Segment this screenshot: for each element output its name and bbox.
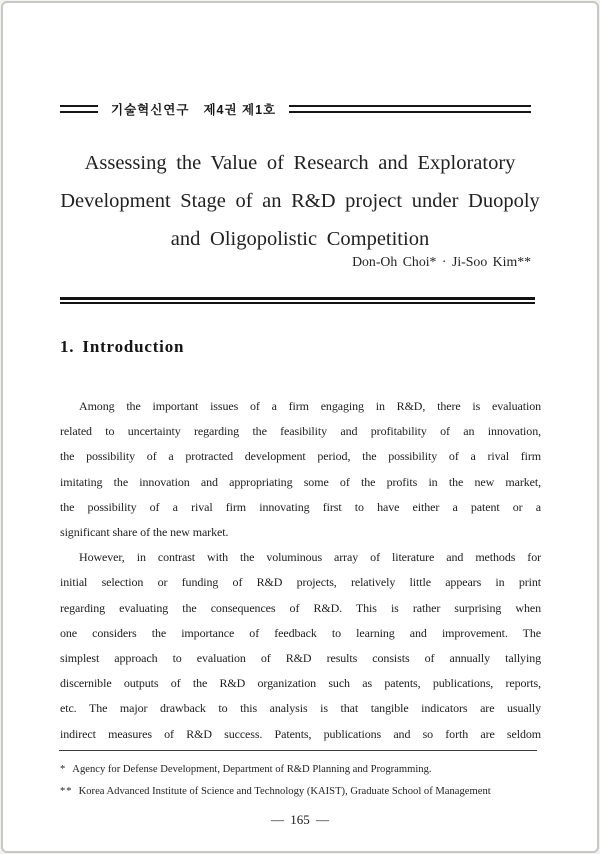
body-text-line: simplest approach to evaluation of R&D results consists of annually tallying <box>60 651 541 666</box>
body-text-line: indirect measures of R&D success. Patents, publications and so forth are seldom <box>60 726 541 741</box>
header-rule-left <box>60 105 98 113</box>
body-text-line: However, in contrast with the voluminous array of literature and methods for <box>79 550 541 565</box>
footnote-item <box>60 781 547 803</box>
article-title <box>31 144 569 258</box>
body-text-line: one considers the importance of feedback to learning and improvement. The <box>60 625 541 640</box>
body-paragraphs <box>60 394 541 747</box>
footnote-marker: ** <box>60 785 73 797</box>
footnote-marker: * <box>60 764 67 775</box>
body-text-line: imitating the innovation and appropriating some of the profits in the new market, <box>60 474 541 489</box>
footnote-text: Korea Advanced Institute of Science and Technology (KAIST), Graduate School of Management <box>78 785 491 797</box>
journal-name: 기술혁신연구 <box>111 103 190 117</box>
body-text-line: regarding evaluating the consequences of R&D. This is rather surprising when <box>60 600 541 615</box>
footnote-item <box>60 759 547 781</box>
journal-header-text <box>111 100 276 118</box>
headmatter-divider-rule <box>60 297 535 304</box>
scanned-paper-page <box>1 1 599 853</box>
article-title-line: and Oligopolistic Competition <box>170 228 430 250</box>
page-number: — 165 — <box>271 812 329 827</box>
body-text-line: initial selection or funding of R&D projects, relatively little appears in print <box>60 575 541 590</box>
article-title-line: Development Stage of an R&D project under Duopoly <box>60 190 540 212</box>
footnote-separator-rule <box>59 750 537 751</box>
section-heading: 1. Introduction <box>60 337 185 356</box>
body-text-line: the possibility of a protracted development period, the possibility of a rival firm <box>60 449 541 464</box>
body-text-line: discernible outputs of the R&D organization such as patents, publications, reports, <box>60 676 541 691</box>
body-text-line: Among the important issues of a firm engaging in R&D, there is evaluation <box>79 399 541 413</box>
body-text-line: significant share of the new market. <box>60 525 229 540</box>
article-title-line: Assessing the Value of Research and Exploratory <box>84 152 516 174</box>
journal-header <box>60 100 531 118</box>
body-text-line: the possibility of a rival firm innovating first to have either a patent or a <box>60 499 541 514</box>
body-text-line: related to uncertainty regarding the feasibility and profitability of an innovation, <box>60 424 541 439</box>
body-text-line: etc. The major drawback to this analysis is that tangible indicators are usually <box>60 701 541 716</box>
footnotes <box>60 759 547 802</box>
footnote-text: Agency for Defense Development, Department of R&D Planning and Programming. <box>72 764 432 775</box>
header-rule-right <box>289 105 531 113</box>
author-line: Don-Oh Choi* · Ji-Soo Kim** <box>352 254 531 269</box>
journal-issue: 제4권 제1호 <box>203 103 277 117</box>
